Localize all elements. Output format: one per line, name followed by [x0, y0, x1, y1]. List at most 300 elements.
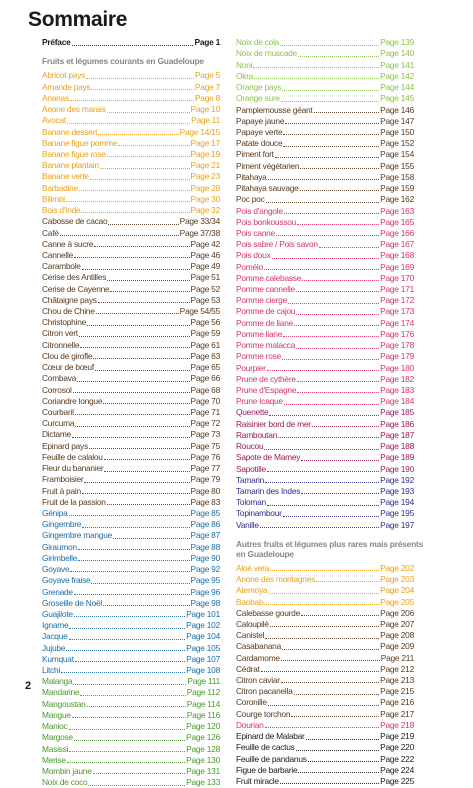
- toc-entry[interactable]: [236, 731, 414, 742]
- toc-entry[interactable]: [236, 776, 414, 787]
- toc-entry-page: Page 14/15: [179, 126, 220, 137]
- toc-entry[interactable]: [236, 742, 414, 753]
- toc-entry-page: Page 195: [380, 508, 414, 519]
- toc-entry-name: Fruit à pain: [42, 485, 81, 496]
- dot-leader: [267, 505, 379, 506]
- toc-entry[interactable]: [236, 686, 414, 697]
- toc-entry[interactable]: [42, 553, 220, 564]
- toc-entry[interactable]: [236, 720, 414, 731]
- toc-entry-page: Page 154: [380, 149, 414, 160]
- toc-entry-page: Page 187: [380, 429, 414, 440]
- dot-leader: [88, 785, 185, 786]
- toc-entry-name: Curcuma: [42, 418, 75, 429]
- toc-entry-page: Page 30: [190, 193, 220, 204]
- dot-leader: [284, 404, 379, 405]
- toc-entry[interactable]: [42, 339, 220, 350]
- toc-entry-page: Page 142: [380, 70, 414, 81]
- toc-entry[interactable]: [42, 530, 220, 541]
- toc-entry[interactable]: [236, 340, 414, 351]
- toc-entry-page: Page 101: [186, 608, 220, 619]
- toc-entry-page: Page 225: [380, 776, 414, 786]
- toc-entry[interactable]: [42, 654, 220, 665]
- toc-entry[interactable]: [236, 48, 414, 59]
- dot-leader: [314, 112, 380, 113]
- toc-entry[interactable]: [42, 642, 220, 653]
- dot-leader: [264, 269, 379, 270]
- toc-entry[interactable]: [236, 273, 414, 284]
- toc-entry-page: Page 51: [190, 272, 220, 283]
- toc-entry-page: Page 131: [186, 766, 220, 776]
- toc-entry[interactable]: [236, 93, 414, 104]
- toc-entry-page: Page 52: [190, 283, 220, 294]
- dot-leader: [94, 246, 189, 247]
- dot-leader: [267, 370, 379, 371]
- toc-entry[interactable]: [42, 687, 220, 698]
- toc-list-left: [42, 70, 220, 788]
- toc-entry[interactable]: [42, 216, 220, 227]
- dot-leader: [319, 247, 379, 248]
- toc-entry[interactable]: [236, 441, 414, 452]
- toc-entry[interactable]: [42, 373, 220, 384]
- toc-right-column: [236, 37, 424, 787]
- toc-entry-page: Page 213: [380, 675, 414, 686]
- toc-entry-name: Okra: [236, 70, 254, 81]
- toc-entry-name: Cannelle: [42, 249, 74, 260]
- toc-entry[interactable]: [236, 652, 414, 663]
- toc-entry-page: Page 42: [190, 238, 220, 249]
- toc-entry-name: Aloé vera: [236, 562, 270, 573]
- toc-entry-page: Page 217: [380, 708, 414, 719]
- toc-entry-name: Toloman: [236, 497, 266, 508]
- toc-entry[interactable]: [236, 475, 414, 486]
- dot-leader: [104, 459, 190, 460]
- toc-entry[interactable]: [42, 620, 220, 631]
- toc-entry[interactable]: [42, 283, 220, 294]
- toc-entry-page: Page 116: [186, 709, 220, 720]
- toc-entry[interactable]: [236, 619, 414, 630]
- toc-entry[interactable]: [236, 519, 414, 530]
- toc-entry[interactable]: [236, 430, 414, 441]
- toc-entry-name: Pomme cierge: [236, 295, 287, 306]
- toc-entry[interactable]: [42, 384, 220, 395]
- toc-entry-page: Page 167: [380, 239, 414, 250]
- toc-entry[interactable]: [42, 138, 220, 149]
- toc-entry[interactable]: [42, 586, 220, 597]
- toc-entry-name: Atemoya: [236, 585, 268, 596]
- toc-entry-name: Litchi: [42, 665, 61, 676]
- toc-entry-name: Dourian: [236, 719, 264, 730]
- toc-entry[interactable]: [236, 585, 414, 596]
- toc-entry-name: Chou de Chine: [42, 306, 95, 317]
- toc-entry[interactable]: [42, 239, 220, 250]
- dot-leader: [89, 448, 190, 449]
- toc-entry-name: Café: [42, 227, 59, 238]
- dot-leader: [281, 660, 380, 661]
- dot-leader: [294, 325, 379, 326]
- toc-entry-page: Page 208: [380, 630, 414, 641]
- toc-entry[interactable]: [236, 183, 414, 194]
- toc-entry[interactable]: [42, 261, 220, 272]
- toc-entry[interactable]: [42, 474, 220, 485]
- dot-leader: [82, 493, 190, 494]
- dot-leader: [268, 705, 379, 706]
- dot-leader: [70, 571, 189, 572]
- toc-entry[interactable]: [236, 708, 414, 719]
- toc-entry-name: Prune Icaque: [236, 396, 283, 407]
- toc-entry-page: Page 159: [380, 183, 414, 194]
- toc-entry[interactable]: [236, 228, 414, 239]
- toc-entry-page: Page 85: [190, 507, 220, 518]
- dot-leader: [87, 325, 190, 326]
- toc-entry-name: Feuille de calalou: [42, 451, 103, 462]
- toc-entry-page: Page 176: [380, 328, 414, 339]
- dot-leader: [74, 594, 190, 595]
- toc-entry-name: Baobab: [236, 596, 264, 607]
- toc-entry[interactable]: [42, 743, 220, 754]
- toc-entry[interactable]: [236, 329, 414, 340]
- toc-entry-name: Tamarin: [236, 474, 265, 485]
- toc-entry[interactable]: [42, 328, 220, 339]
- toc-entry[interactable]: [236, 641, 414, 652]
- toc-entry-name: Pitahaya: [236, 171, 267, 182]
- toc-entry-name: Coriandre longue: [42, 395, 103, 406]
- toc-list-right-rare: [236, 563, 414, 787]
- toc-entry[interactable]: [42, 272, 220, 283]
- toc-entry-page: Page 166: [380, 227, 414, 238]
- toc-entry[interactable]: [236, 508, 414, 519]
- toc-entry[interactable]: [42, 463, 220, 474]
- toc-entry-name: Mandarine: [42, 687, 80, 698]
- toc-entry-name: Grenade: [42, 586, 73, 597]
- toc-entry-page: Page 23: [190, 171, 220, 182]
- toc-entry-name: Topinambour: [236, 508, 282, 519]
- toc-entry-name: Banane verte: [42, 171, 89, 182]
- dot-leader: [107, 280, 189, 281]
- toc-entry-name: Goyave: [42, 564, 70, 575]
- toc-entry-page: Page 49: [190, 261, 220, 272]
- toc-entry[interactable]: [42, 115, 220, 126]
- toc-entry-page: Page 86: [190, 519, 220, 530]
- toc-entry[interactable]: [236, 407, 414, 418]
- toc-entry-page: Page 32: [190, 205, 220, 216]
- toc-entry[interactable]: [42, 205, 220, 216]
- toc-entry[interactable]: [236, 351, 414, 362]
- dot-leader: [66, 201, 190, 202]
- dot-leader: [72, 717, 186, 718]
- toc-entry[interactable]: [236, 71, 414, 82]
- toc-entry-page: Page 169: [380, 261, 414, 272]
- toc-entry-name: Pomme de cajou: [236, 306, 296, 317]
- dot-leader: [103, 605, 190, 606]
- dot-leader: [95, 370, 190, 371]
- toc-entry[interactable]: [42, 732, 220, 743]
- toc-entry[interactable]: [236, 104, 414, 115]
- dot-leader: [276, 235, 379, 236]
- toc-entry[interactable]: [42, 777, 220, 788]
- toc-entry-page: Page 168: [380, 250, 414, 261]
- toc-entry-page: Page 158: [380, 171, 414, 182]
- toc-entry[interactable]: [42, 351, 220, 362]
- toc-entry[interactable]: [42, 104, 220, 115]
- dot-leader: [91, 583, 189, 584]
- toc-entry[interactable]: [236, 385, 414, 396]
- toc-entry-page: Page 102: [186, 620, 220, 631]
- toc-entry[interactable]: [236, 608, 414, 619]
- toc-entry-page: Page 192: [380, 474, 414, 485]
- toc-entry[interactable]: [42, 665, 220, 676]
- toc-entry[interactable]: [236, 194, 414, 205]
- toc-entry-page: Page 8: [194, 92, 220, 103]
- dot-leader: [282, 649, 379, 650]
- toc-entry-page: Page 111: [187, 676, 220, 687]
- toc-entry[interactable]: [42, 194, 220, 205]
- toc-entry-page: Page 173: [380, 306, 414, 317]
- toc-entry[interactable]: [42, 149, 220, 160]
- toc-entry[interactable]: [42, 93, 220, 104]
- toc-entry[interactable]: [42, 698, 220, 709]
- dot-leader: [264, 604, 379, 605]
- toc-entry-page: Page 21: [190, 160, 220, 171]
- dot-leader: [69, 515, 190, 516]
- toc-entry-page: Page 224: [380, 764, 414, 775]
- toc-entry[interactable]: [236, 675, 414, 686]
- toc-entry[interactable]: [42, 575, 220, 586]
- toc-entry[interactable]: [42, 362, 220, 373]
- toc-entry-name: Girimbelle: [42, 552, 78, 563]
- toc-entry[interactable]: [236, 261, 414, 272]
- toc-entry[interactable]: [236, 138, 414, 149]
- toc-entry[interactable]: [42, 519, 220, 530]
- toc-entry-page: Page 112: [186, 687, 220, 698]
- toc-entry-page: Page 189: [380, 452, 414, 463]
- toc-entry-name: Jacque: [42, 631, 68, 642]
- toc-entry-name: Raisinier bord de mer: [236, 418, 311, 429]
- toc-entry-page: Page 215: [380, 686, 414, 697]
- toc-entry[interactable]: [236, 753, 414, 764]
- toc-entry-name: Banane figue pomme: [42, 137, 118, 148]
- toc-entry-page: Page 202: [380, 562, 414, 573]
- dot-leader: [264, 449, 379, 450]
- dot-leader: [100, 168, 190, 169]
- toc-entry[interactable]: [42, 182, 220, 193]
- toc-entry[interactable]: [42, 317, 220, 328]
- toc-entry-page: Page 205: [380, 596, 414, 607]
- dot-leader: [82, 269, 190, 270]
- toc-entry-name: Margose: [42, 732, 73, 743]
- toc-entry-name: Mangue: [42, 709, 71, 720]
- toc-entry-page: Page 77: [190, 463, 220, 474]
- toc-entry[interactable]: [236, 486, 414, 497]
- toc-entry-name: Citronnelle: [42, 339, 80, 350]
- toc-entry-page: Page 222: [380, 753, 414, 764]
- toc-entry-page: Page 126: [186, 732, 220, 743]
- toc-entry[interactable]: [236, 172, 414, 183]
- toc-entry-name: Patate douce: [236, 138, 283, 149]
- toc-entry[interactable]: [236, 362, 414, 373]
- toc-entry[interactable]: [236, 463, 414, 474]
- toc-entry[interactable]: [42, 452, 220, 463]
- dot-leader: [75, 661, 185, 662]
- dot-leader: [268, 593, 379, 594]
- toc-entry[interactable]: [42, 126, 220, 137]
- toc-entry[interactable]: [236, 418, 414, 429]
- dot-leader: [79, 336, 190, 337]
- toc-entry[interactable]: [236, 116, 414, 127]
- toc-entry-name: Pois d'angole: [236, 205, 283, 216]
- toc-entry[interactable]: [42, 721, 220, 732]
- toc-entry-name: Amande pays: [42, 81, 91, 92]
- toc-entry[interactable]: [236, 37, 414, 48]
- dot-leader: [297, 224, 379, 225]
- toc-entry-name: Piment végétarien: [236, 160, 300, 171]
- toc-entry[interactable]: [236, 596, 414, 607]
- toc-entry-name: Ananas: [42, 92, 69, 103]
- toc-entry[interactable]: [42, 306, 220, 317]
- dot-leader: [110, 291, 189, 292]
- toc-entry-page: Page 28: [190, 182, 220, 193]
- toc-entry-page: Page 120: [186, 721, 220, 732]
- toc-entry[interactable]: [236, 59, 414, 70]
- toc-entry-page: Page 75: [190, 440, 220, 451]
- toc-entry[interactable]: [42, 70, 220, 81]
- toc-entry[interactable]: [236, 317, 414, 328]
- toc-entry-page: Page 73: [190, 429, 220, 440]
- toc-entry-page: Page 65: [190, 362, 220, 373]
- toc-entry[interactable]: [236, 149, 414, 160]
- toc-entry[interactable]: [236, 697, 414, 708]
- toc-entry[interactable]: [236, 127, 414, 138]
- dot-leader: [81, 212, 189, 213]
- toc-entry[interactable]: [236, 396, 414, 407]
- toc-entry-name: Noix de coco: [42, 777, 88, 788]
- toc-entry[interactable]: [42, 598, 220, 609]
- dot-leader: [297, 381, 379, 382]
- toc-entry[interactable]: [42, 766, 220, 777]
- toc-entry[interactable]: [236, 295, 414, 306]
- toc-entry[interactable]: [42, 710, 220, 721]
- toc-entry[interactable]: [42, 295, 220, 306]
- toc-entry-name: Gingembre mangue: [42, 530, 113, 541]
- toc-entry[interactable]: [42, 631, 220, 642]
- dot-leader: [308, 761, 379, 762]
- dot-leader: [113, 538, 190, 539]
- toc-entry-name: Pois bonkoussou: [236, 216, 297, 227]
- dot-leader: [96, 313, 179, 314]
- toc-entry[interactable]: [236, 574, 414, 585]
- dot-leader: [78, 560, 189, 561]
- dot-leader: [275, 157, 379, 158]
- toc-entry[interactable]: [236, 374, 414, 385]
- dot-leader: [265, 482, 379, 483]
- dot-leader: [296, 314, 379, 315]
- toc-entry-name: Clou de girofle: [42, 350, 93, 361]
- toc-entry[interactable]: [236, 563, 414, 574]
- toc-entry[interactable]: [42, 396, 220, 407]
- toc-entry-name: Fruit miracle: [236, 776, 279, 786]
- toc-entry[interactable]: [42, 429, 220, 440]
- toc-entry-page: Page 76: [190, 451, 220, 462]
- toc-entry[interactable]: [42, 160, 220, 171]
- toc-entry-page: Page 184: [380, 396, 414, 407]
- dot-leader: [69, 628, 185, 629]
- toc-entry[interactable]: [42, 418, 220, 429]
- toc-entry[interactable]: [42, 676, 220, 687]
- toc-entry[interactable]: [42, 407, 220, 418]
- toc-entry[interactable]: [42, 81, 220, 92]
- toc-entry[interactable]: [42, 440, 220, 451]
- toc-entry-page: Page 54/55: [179, 306, 220, 317]
- toc-entry-page: Page 203: [380, 574, 414, 585]
- dot-leader: [280, 45, 379, 46]
- dot-leader: [84, 482, 189, 483]
- toc-entry[interactable]: [236, 82, 414, 93]
- toc-entry[interactable]: [42, 508, 220, 519]
- toc-entry-name: Jujube: [42, 642, 66, 653]
- toc-entry-page: Page 193: [380, 485, 414, 496]
- toc-entry[interactable]: [236, 205, 414, 216]
- toc-entry[interactable]: [42, 485, 220, 496]
- toc-entry[interactable]: [236, 239, 414, 250]
- toc-entry[interactable]: [236, 217, 414, 228]
- page-title: Sommaire: [28, 8, 128, 31]
- dot-leader: [283, 134, 379, 135]
- toc-entry-name: Noix de cola: [236, 37, 280, 48]
- toc-entry-page: Page 162: [380, 194, 414, 205]
- toc-entry[interactable]: [42, 755, 220, 766]
- toc-entry-page: Page 108: [186, 665, 220, 676]
- dot-leader: [104, 471, 189, 472]
- toc-entry-name: Cœur de bœuf: [42, 362, 94, 373]
- toc-entry-page: Page 88: [190, 541, 220, 552]
- toc-entry[interactable]: [236, 160, 414, 171]
- toc-entry-preface[interactable]: [42, 37, 220, 48]
- toc-entry-name: Corrosol: [42, 384, 72, 395]
- dot-leader: [300, 190, 380, 191]
- toc-entry[interactable]: [42, 171, 220, 182]
- toc-entry[interactable]: [236, 765, 414, 776]
- toc-entry-name: Merise: [42, 754, 66, 765]
- toc-entry-name: Feuille de cactus: [236, 742, 295, 753]
- toc-entry[interactable]: [236, 284, 414, 295]
- toc-entry-name: Génipa: [42, 507, 68, 518]
- toc-entry-name: Piment fort: [236, 149, 274, 160]
- toc-entry-page: Page 1: [194, 37, 220, 48]
- toc-entry-name: Papaye verte: [236, 126, 283, 137]
- toc-entry[interactable]: [236, 452, 414, 463]
- toc-entry[interactable]: [42, 609, 220, 620]
- toc-entry[interactable]: [42, 497, 220, 508]
- toc-entry[interactable]: [42, 227, 220, 238]
- toc-entry-name: Groseille de Noël: [42, 597, 102, 608]
- toc-entry-page: Page 114: [186, 698, 220, 709]
- toc-entry-name: Orange sure: [236, 93, 280, 104]
- dot-leader: [270, 570, 379, 571]
- toc-entry[interactable]: [236, 630, 414, 641]
- toc-entry[interactable]: [42, 564, 220, 575]
- toc-entry-page: Page 5: [194, 70, 220, 81]
- page-number: 2: [25, 680, 32, 692]
- dot-leader: [265, 727, 380, 728]
- toc-entry[interactable]: [236, 664, 414, 675]
- toc-entry[interactable]: [236, 250, 414, 261]
- toc-entry[interactable]: [42, 250, 220, 261]
- toc-entry[interactable]: [236, 306, 414, 317]
- toc-left-column: [42, 37, 220, 788]
- toc-entry[interactable]: [236, 497, 414, 508]
- dot-leader: [98, 302, 190, 303]
- toc-entry-name: Châtaigne pays: [42, 294, 97, 305]
- toc-entry[interactable]: [42, 541, 220, 552]
